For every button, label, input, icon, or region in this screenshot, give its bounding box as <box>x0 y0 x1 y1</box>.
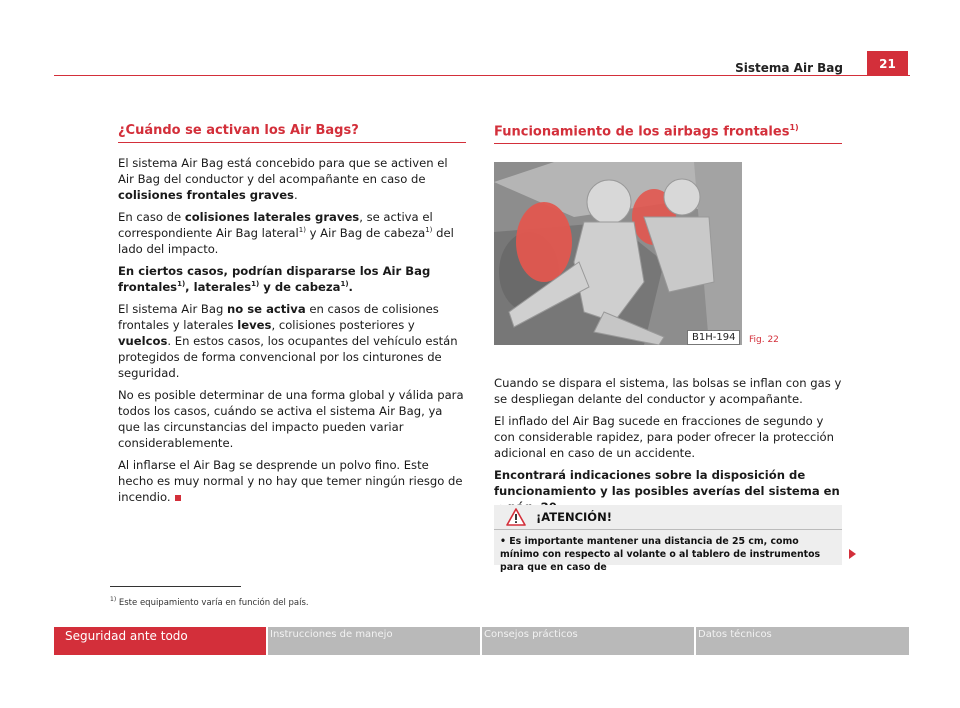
left-paragraph-1: El sistema Air Bag está concebido para que se activen el Air Bag del conductor y del acompañante en caso de colisiones frontales graves. <box>118 156 448 202</box>
nav-tab-datos[interactable]: Datos técnicos <box>694 627 909 655</box>
right-paragraph-3: Encontrará indicaciones sobre la disposición de funcionamiento y las posibles averías del sistema en <box>494 467 844 515</box>
warning-header <box>494 505 842 530</box>
footnote-ref: 1) <box>177 280 186 288</box>
warning-title: ¡ATENCIÓN! <box>536 510 612 524</box>
footnote-ref: 1) <box>425 226 433 234</box>
nav-tab-consejos[interactable]: Consejos prácticos <box>480 627 694 655</box>
right-heading-block <box>494 123 842 144</box>
left-paragraph-2: En caso de colisiones laterales graves, se activa el correspondiente Air Bag lateral$^{1)}$ y Air Bag de cabeza$^{1)}$ del lado del impacto. <box>118 210 454 256</box>
left-column <box>118 123 466 511</box>
page-section-title: Sistema Air Bag <box>735 61 843 75</box>
right-heading: Funcionamiento de los airbags frontales$^{1)}$ <box>494 123 842 144</box>
left-paragraph-3: En ciertos casos, podrían dispararse los Air Bag frontales$^{1)}$, laterales$^{1)}$ y de cabeza$^{1)}$. <box>118 264 431 294</box>
footnote-ref: 1) <box>298 226 306 234</box>
figure-label: B1H-194 <box>687 330 740 345</box>
left-paragraph-6: Al inflarse el Air Bag se desprende un polvo fino. Este hecho es muy normal y no hay que temer ningún riesgo de incendio. <box>118 458 463 504</box>
section-end-mark <box>175 495 181 501</box>
nav-tab-instrucciones[interactable]: Instrucciones de manejo <box>266 627 480 655</box>
left-heading: ¿Cuándo se activan los Air Bags? <box>118 123 466 143</box>
footnote: $^{1)}$ Este equipamiento varía en función del país. <box>110 596 309 608</box>
left-paragraph-4: El sistema Air Bag no se activa en casos de colisiones frontales y laterales leves, colisiones posteriores y vuelcos. En estos casos, los ocupantes del vehículo están protegidos de forma convencional por los cinturones de seguridad. <box>118 302 458 380</box>
warning-triangle-icon <box>506 508 526 526</box>
header-rule <box>54 75 910 76</box>
nav-tab-seguridad[interactable]: Seguridad ante todo <box>54 627 266 655</box>
footnote-ref: 1) <box>251 280 260 288</box>
chapter-nav <box>54 627 909 655</box>
footnote-ref: 1) <box>340 280 349 288</box>
right-paragraph-1: Cuando se dispara el sistema, las bolsas se inflan con gas y se despliegan delante del conductor y acompañante. <box>494 376 842 406</box>
airbag-illustration <box>494 162 742 345</box>
warning-box <box>494 505 842 573</box>
left-paragraph-5: No es posible determinar de una forma global y válida para todos los casos, cuándo se activa el sistema Air Bag, ya que las circunstancias del impacto pueden variar considerablemente. <box>118 388 464 450</box>
figure-caption: Fig. 22 <box>749 335 779 345</box>
warning-text: • Es importante mantener una distancia de 25 cm, como mínimo con respecto al volante o al tablero de instrumentos para que en caso de <box>500 536 821 573</box>
right-paragraph-2: El inflado del Air Bag sucede en fracciones de segundo y con considerable rapidez, para poder ofrecer la protección adicional en caso de un accidente. <box>494 414 835 460</box>
airbag-illustration-drawing <box>494 162 742 345</box>
right-column-text <box>494 375 844 521</box>
footnote-rule <box>110 586 241 587</box>
continued-arrow-icon <box>849 549 856 559</box>
page-number: 21 <box>867 51 908 76</box>
